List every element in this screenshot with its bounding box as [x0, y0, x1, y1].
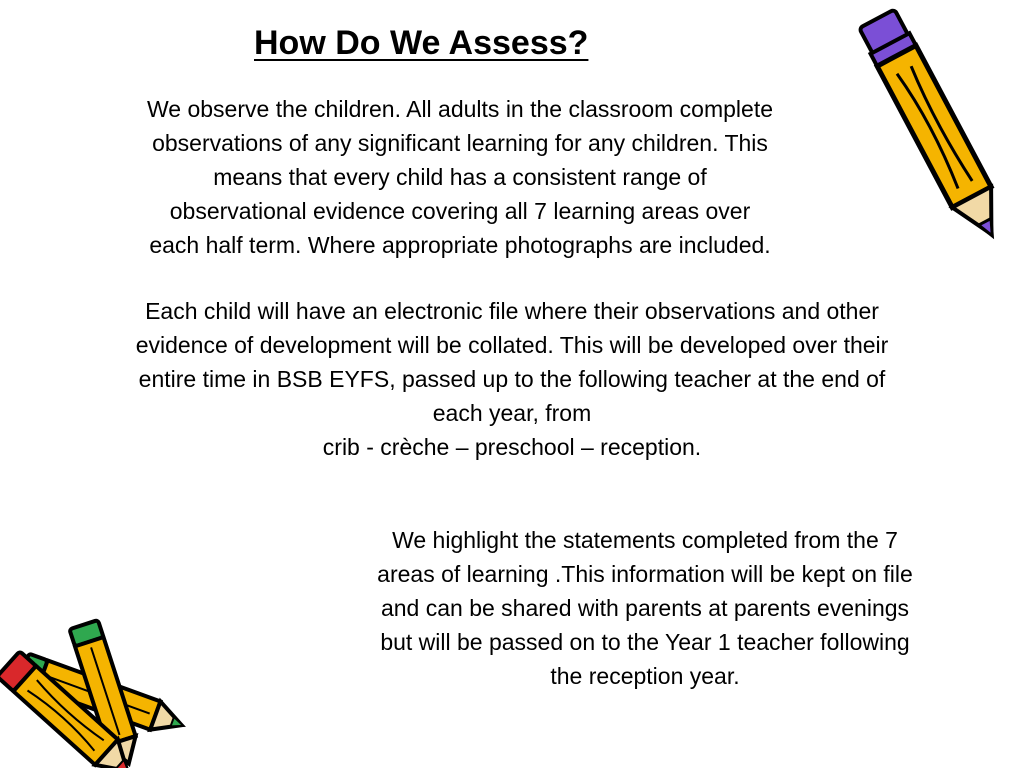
text-line: observations of any significant learning for any children. This [152, 130, 768, 156]
electronic-file-paragraph [20, 294, 1004, 464]
text-line: entire time in BSB EYFS, passed up to the following teacher at the end of [138, 366, 886, 392]
observation-paragraph [40, 92, 880, 262]
text-line: the reception year. [550, 663, 740, 689]
text-line: evidence of development will be collated. This will be developed over their [135, 332, 889, 358]
slide-title: How Do We Assess? [254, 24, 589, 62]
text-line: areas of learning .This information will be kept on file [377, 561, 913, 587]
text-line: crib - crèche – preschool – reception. [322, 434, 702, 460]
text-line: observational evidence covering all 7 learning areas over [169, 198, 751, 224]
pencils-icon [0, 618, 210, 768]
text-line: each year, from [432, 400, 592, 426]
text-line: We highlight the statements completed from the 7 [392, 527, 898, 553]
text-line: We observe the children. All adults in the classroom complete [147, 96, 773, 122]
text-line: Each child will have an electronic file where their observations and other [145, 298, 879, 324]
text-line: means that every child has a consistent range of [213, 164, 707, 190]
highlight-paragraph [300, 523, 990, 693]
text-line: and can be shared with parents at parents evenings [380, 595, 910, 621]
pencil-icon [848, 2, 1024, 258]
text-line: each half term. Where appropriate photographs are included. [149, 232, 771, 258]
text-line: but will be passed on to the Year 1 teacher following [380, 629, 910, 655]
